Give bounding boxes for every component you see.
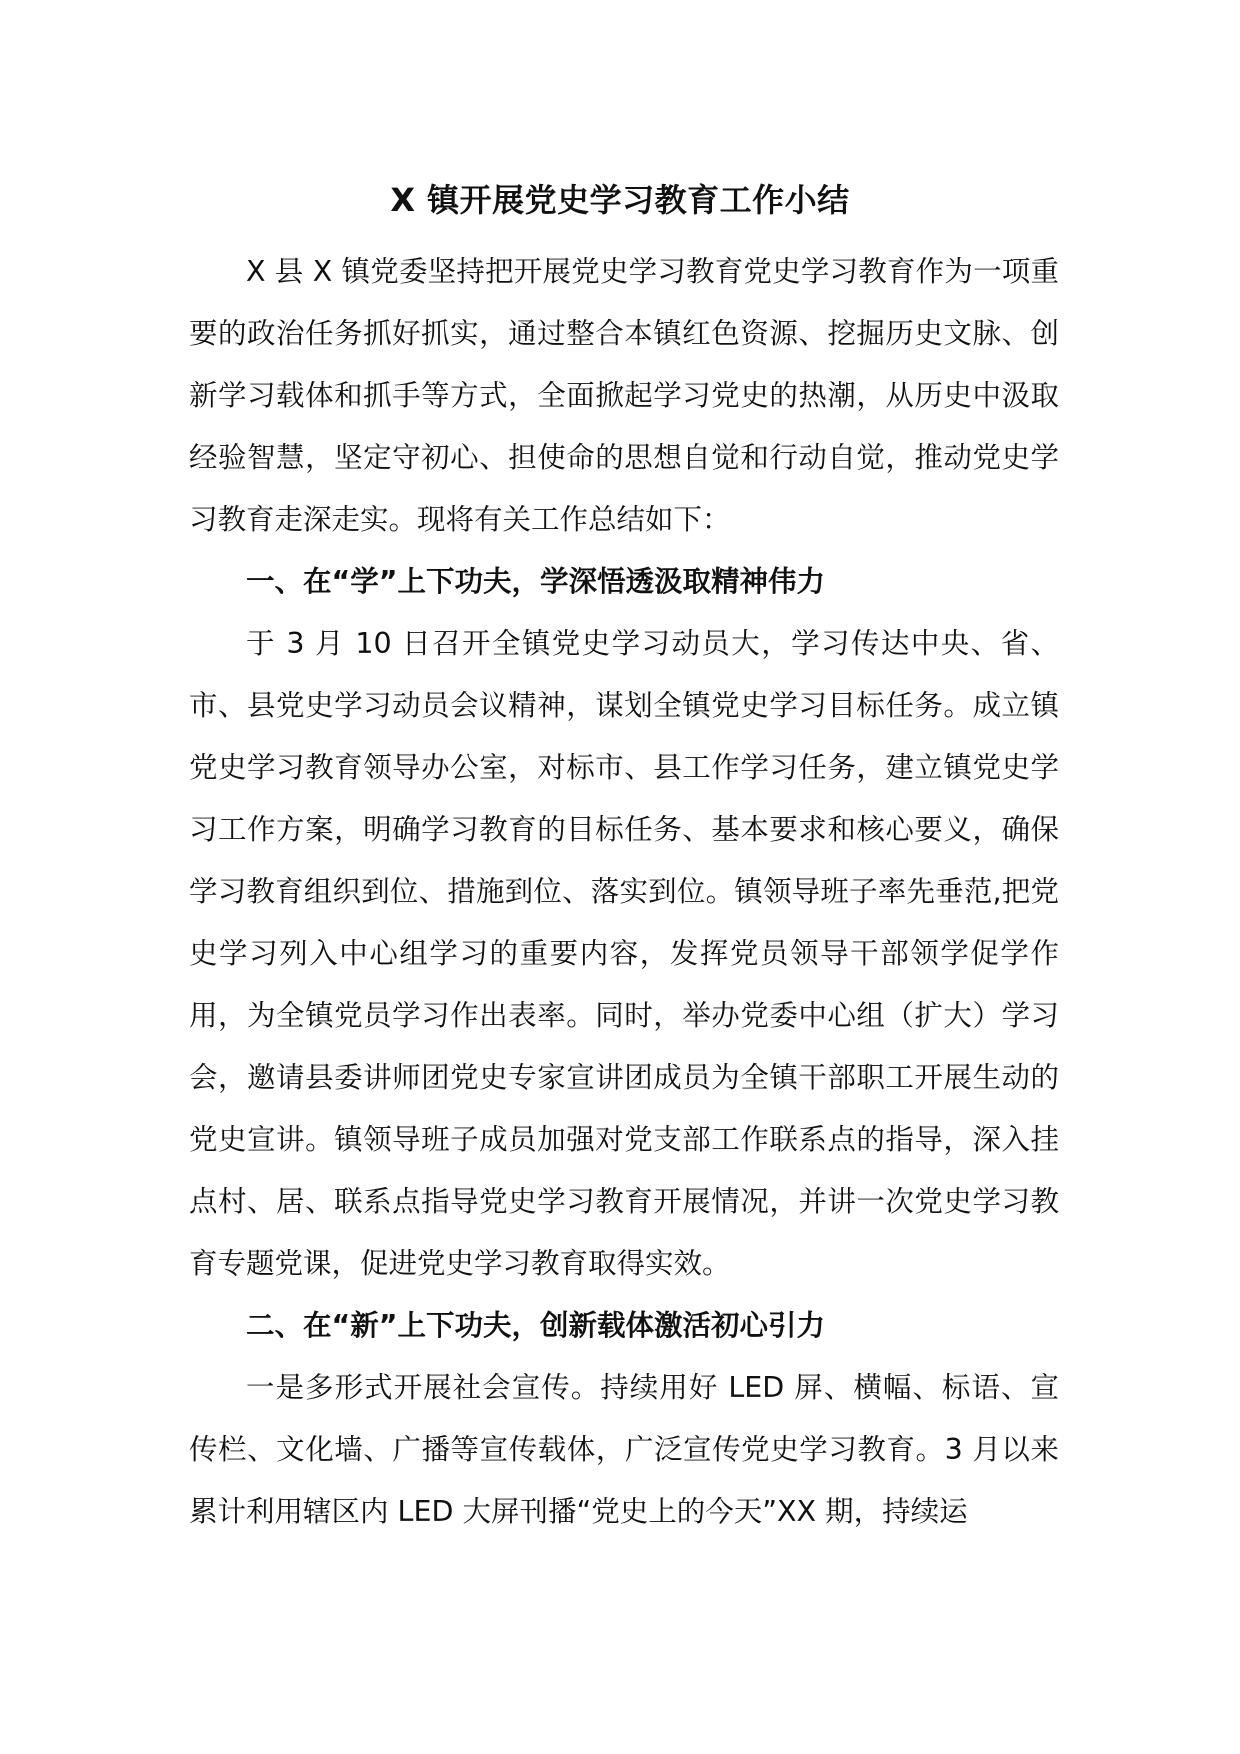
intro-paragraph: X 县 X 镇党委坚持把开展党史学习教育党史学习教育作为一项重要的政治任务抓好抓实，通过整合本镇红色资源、挖掘历史文脉、创新学习载体和抓手等方式，全面掀起学习党史的热潮，从历史中汲取经验智慧，坚定守初心、担使命的思想自觉和行动自觉，推动党史学习教育走深走实。现将有关工作总结如下：: [189, 255, 1059, 536]
document-title: X 镇开展党史学习教育工作小结: [390, 181, 850, 219]
section-2-heading: 二、在“新”上下功夫，创新载体激活初心引力: [246, 1309, 825, 1342]
section-1-heading: 一、在“学”上下功夫，学深悟透汲取精神伟力: [246, 565, 825, 598]
section-2-paragraph: 一是多形式开展社会宣传。持续用好 LED 屏、横幅、标语、宣传栏、文化墙、广播等宣传载体，广泛宣传党史学习教育。3 月以来累计利用辖区内 LED 大屏刊播“党史上的今天”XX 期，持续运: [189, 1371, 1059, 1528]
document-body: [189, 241, 1059, 1543]
section-1-paragraph: 于 3 月 10 日召开全镇党史学习动员大，学习传达中央、省、市、县党史学习动员会议精神，谋划全镇党史学习目标任务。成立镇党史学习教育领导办公室，对标市、县工作学习任务，建立镇党史学习工作方案，明确学习教育的目标任务、基本要求和核心要义，确保学习教育组织到位、措施到位、落实到位。镇领导班子率先垂范,把党史学习列入中心组学习的重要内容，发挥党员领导干部领学促学作用，为全镇党员学习作出表率。同时，举办党委中心组（扩大）学习会，邀请县委讲师团党史专家宣讲团成员为全镇干部职工开展生动的党史宣讲。镇领导班子成员加强对党支部工作联系点的指导，深入挂点村、居、联系点指导党史学习教育开展情况，并讲一次党史学习教育专题党课，促进党史学习教育取得实效。: [189, 627, 1059, 1280]
